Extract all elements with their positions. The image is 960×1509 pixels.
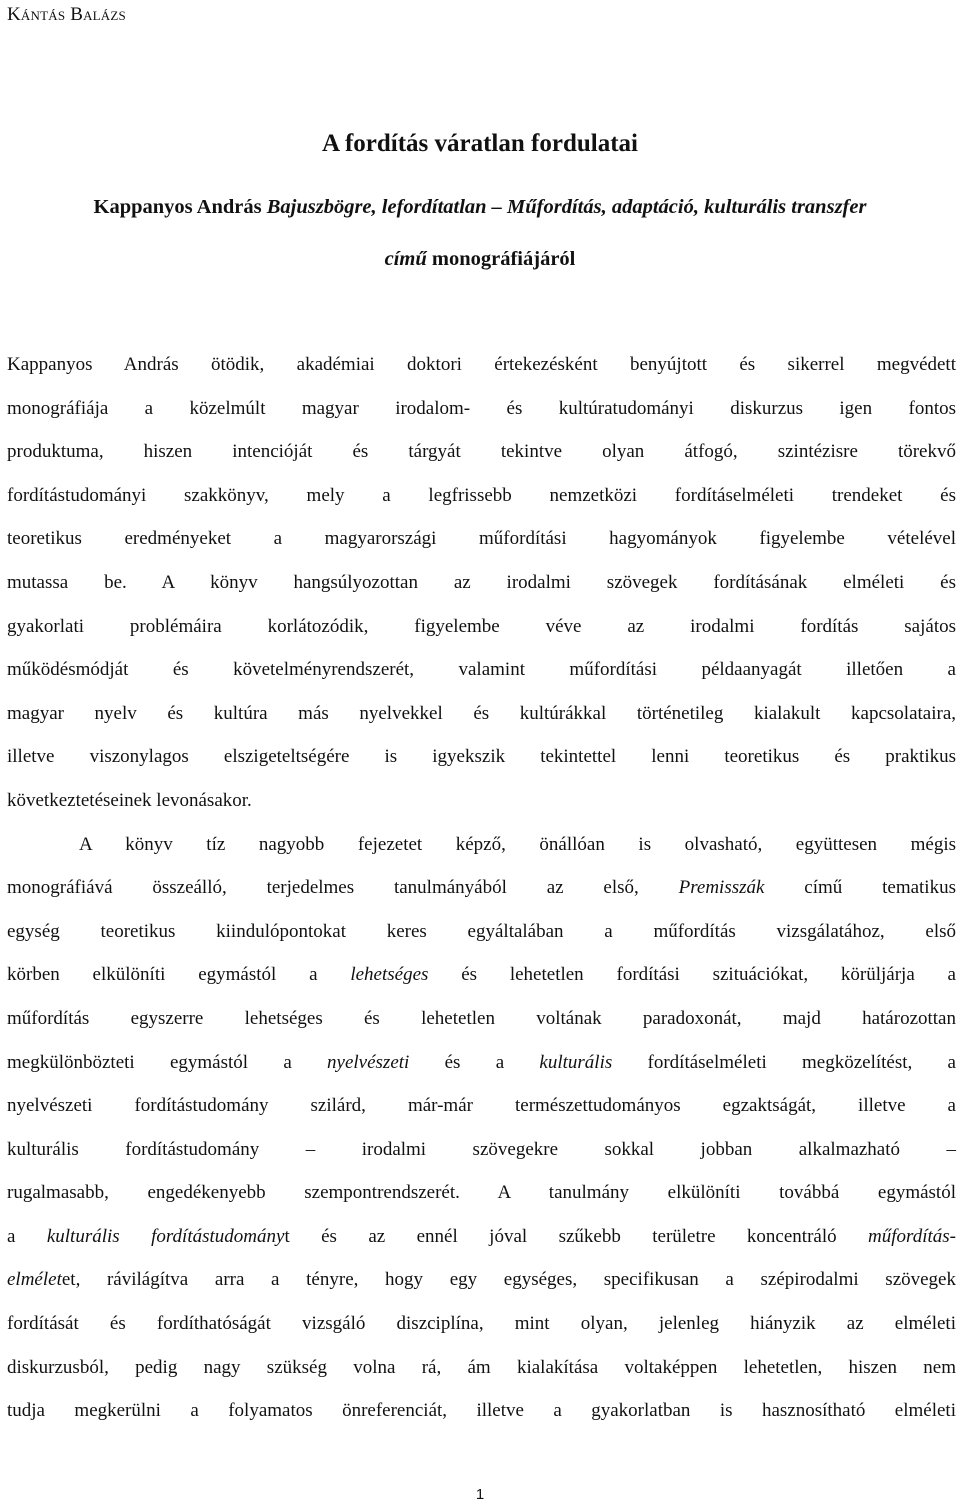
text-line: gyakorlati problémáira korlátozódik, figyelembe véve az irodalmi fordítás sajátos [7,615,956,637]
paragraph-2 [7,823,956,1433]
text-line: tudja megkerülni a folyamatos önreferenciát, illetve a gyakorlatban is hasznosítható elméleti [7,1400,956,1422]
text-line: rugalmasabb, engedékenyebb szempontrendszerét. A tanulmány elkülöníti továbbá egymástól [7,1182,956,1204]
subtitle-rest: monográfiájáról [426,248,576,270]
text-line: egység teoretikus kiindulópontokat keres egyáltalában a műfordítás vizsgálatához, első [7,920,956,942]
text-line: teoretikus eredményeket a magyarországi műfordítási hagyományok figyelembe vételével [7,528,956,550]
text-line: kulturális fordítástudomány – irodalmi szövegekre sokkal jobban alkalmazható – [7,1138,956,1160]
text-line: működésmódját és követelményrendszerét, valamint műfordítási példaanyagát illetően a [7,659,956,681]
text-line: diskurzusból, pedig nagy szükség volna rá, ám kialakítása voltaképpen lehetetlen, hiszen nem [7,1356,956,1378]
text-line: A könyv tíz nagyobb fejezetet képző, önállóan is olvasható, együttesen mégis [79,833,956,855]
text-line: magyar nyelv és kultúra más nyelvekkel és kultúrákkal történetileg kialakult kapcsolataira, [7,702,956,724]
text-line: megkülönbözteti egymástól a nyelvészeti és a kulturális fordításelméleti megközelítést, a [7,1051,956,1073]
text-line: fordítását és fordíthatóságát vizsgáló diszciplína, mint olyan, jelenleg hiányzik az elméleti [7,1313,956,1335]
text-line: körben elkülöníti egymástól a lehetséges és lehetetlen fordítási szituációkat, körüljárja a [7,964,956,986]
text-line: produktuma, hiszen intencióját és tárgyát tekintve olyan átfogó, szintézisre törekvő [7,441,956,463]
author-name: Kántás Balázs [7,4,126,25]
text-line: illetve viszonylagos elszigeteltségére is igyekszik tekintettel lenni teoretikus és praktikus [7,746,956,768]
article-title: A fordítás váratlan fordulatai [322,130,638,157]
text-line: nyelvészeti fordítástudomány szilárd, már-már természettudományos egzaktságát, illetve a [7,1095,956,1117]
text-line: műfordítás egyszerre lehetséges és lehetetlen voltának paradoxonát, majd határozottan [7,1007,956,1029]
text-line: Kappanyos András ötödik, akadémiai doktori értekezésként benyújtott és sikerrel megvédett [7,354,956,375]
text-line: elméletet, rávilágítva arra a tényre, hogy egy egységes, specifikusan a szépirodalmi szövegek [7,1269,956,1291]
subtitle-italic-word: című [384,248,427,270]
italic-term: kulturális fordítástudomány [46,1225,285,1247]
italic-term: kulturális [539,1051,613,1073]
subtitle-line-2 [0,233,960,285]
subtitle-book-title: Bajuszbögre, lefordítatlan – Műfordítás, adaptáció, kulturális transzfer [266,196,867,218]
text-line: fordítástudományi szakkönyv, mely a legfrissebb nemzetközi fordításelméleti trendeket és [7,484,956,506]
text-line: monográfiává összeálló, terjedelmes tanulmányából az első, Premisszák című tematikus [7,877,956,899]
italic-term: műfordítás- [868,1225,956,1247]
text-line: mutassa be. A könyv hangsúlyozottan az irodalmi szövegek fordításának elméleti és [7,571,956,593]
subtitle-line-1 [0,181,960,233]
italic-term: elmélet [7,1269,62,1291]
text-line: következtetéseinek levonásakor. [7,789,252,811]
text-line: a kulturális fordítástudományt és az ennél jóval szűkebb területre koncentráló műfordítás- [7,1225,956,1247]
body-text [7,343,956,1433]
paragraph-1 [7,343,956,823]
italic-term: nyelvészeti [327,1051,410,1073]
page-number: 1 [475,1486,485,1503]
italic-term: Premisszák [678,877,765,899]
italic-term: lehetséges [350,964,429,986]
subtitle-prefix: Kappanyos András [93,196,267,218]
text-line: monográfiája a közelmúlt magyar irodalom- és kultúratudományi diskurzus igen fontos [7,397,956,419]
article-subtitle [0,181,960,285]
